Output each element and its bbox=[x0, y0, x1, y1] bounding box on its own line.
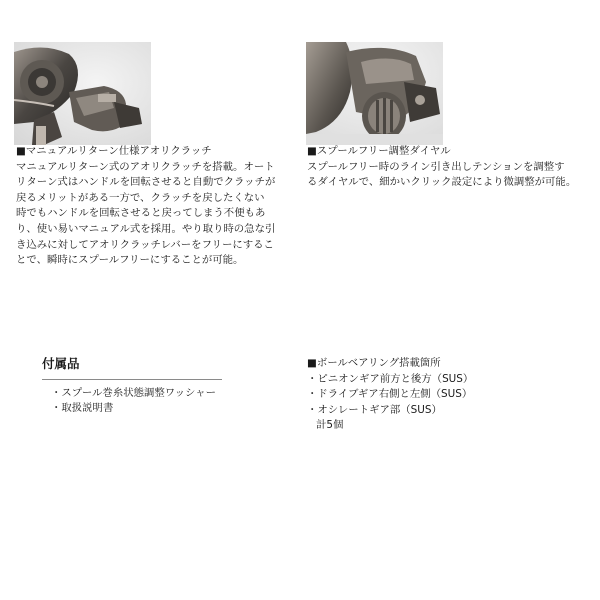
feature-manual-return-clutch bbox=[16, 144, 290, 269]
feature-text-line: き込みに対してアオリクラッチレバーをフリーにするこ bbox=[16, 238, 274, 251]
feature-heading: ■マニュアルリターン仕様アオリクラッチ bbox=[16, 145, 212, 157]
feature-text-line: とで、瞬時にスプールフリーにすることが可能。 bbox=[16, 254, 244, 267]
reel-clutch-photo bbox=[14, 42, 151, 145]
reel-clutch-image bbox=[14, 42, 151, 145]
feature-text-line: るダイヤルで、細かいクリック設定により微調整が可能。 bbox=[307, 176, 577, 189]
ball-bearing-section bbox=[307, 356, 567, 434]
accessory-item: ・取扱説明書 bbox=[51, 402, 114, 415]
feature-text-line: 時でもハンドルを回転させると戻ってしまう不便もあ bbox=[16, 207, 266, 220]
feature-text-line: リターン式はハンドルを回転させると自動でクラッチが bbox=[16, 176, 276, 189]
feature-text-line: 戻るメリットがある一方で、クラッチを戻したくない bbox=[16, 191, 265, 204]
feature-text-line: スプールフリー時のライン引き出しテンションを調整す bbox=[307, 160, 565, 173]
feature-text-line: り、使い易いマニュアル式を採用。やり取り時の急な引 bbox=[16, 222, 276, 235]
feature-text-line: マニュアルリターン式のアオリクラッチを搭載。オート bbox=[16, 160, 275, 173]
bearing-item: ・オシレートギア部（SUS） bbox=[307, 403, 442, 416]
bearing-item: ・ドライブギア右側と左側（SUS） bbox=[307, 388, 473, 401]
bearing-item: ・ピニオンギア前方と後方（SUS） bbox=[307, 372, 474, 385]
feature-spool-free-dial bbox=[307, 144, 587, 191]
accessories-section bbox=[42, 356, 222, 417]
feature-heading: ■スプールフリー調整ダイヤル bbox=[307, 145, 451, 157]
reel-dial-image bbox=[306, 42, 443, 145]
bearing-heading: ■ボールベアリング搭載箇所 bbox=[307, 357, 441, 369]
accessory-item: ・スプール巻糸状態調整ワッシャー bbox=[51, 386, 217, 399]
bearing-total: 計5個 bbox=[316, 419, 344, 432]
accessories-title: 付属品 bbox=[42, 356, 80, 371]
accessories-divider bbox=[42, 379, 222, 380]
reel-dial-photo bbox=[306, 42, 443, 145]
